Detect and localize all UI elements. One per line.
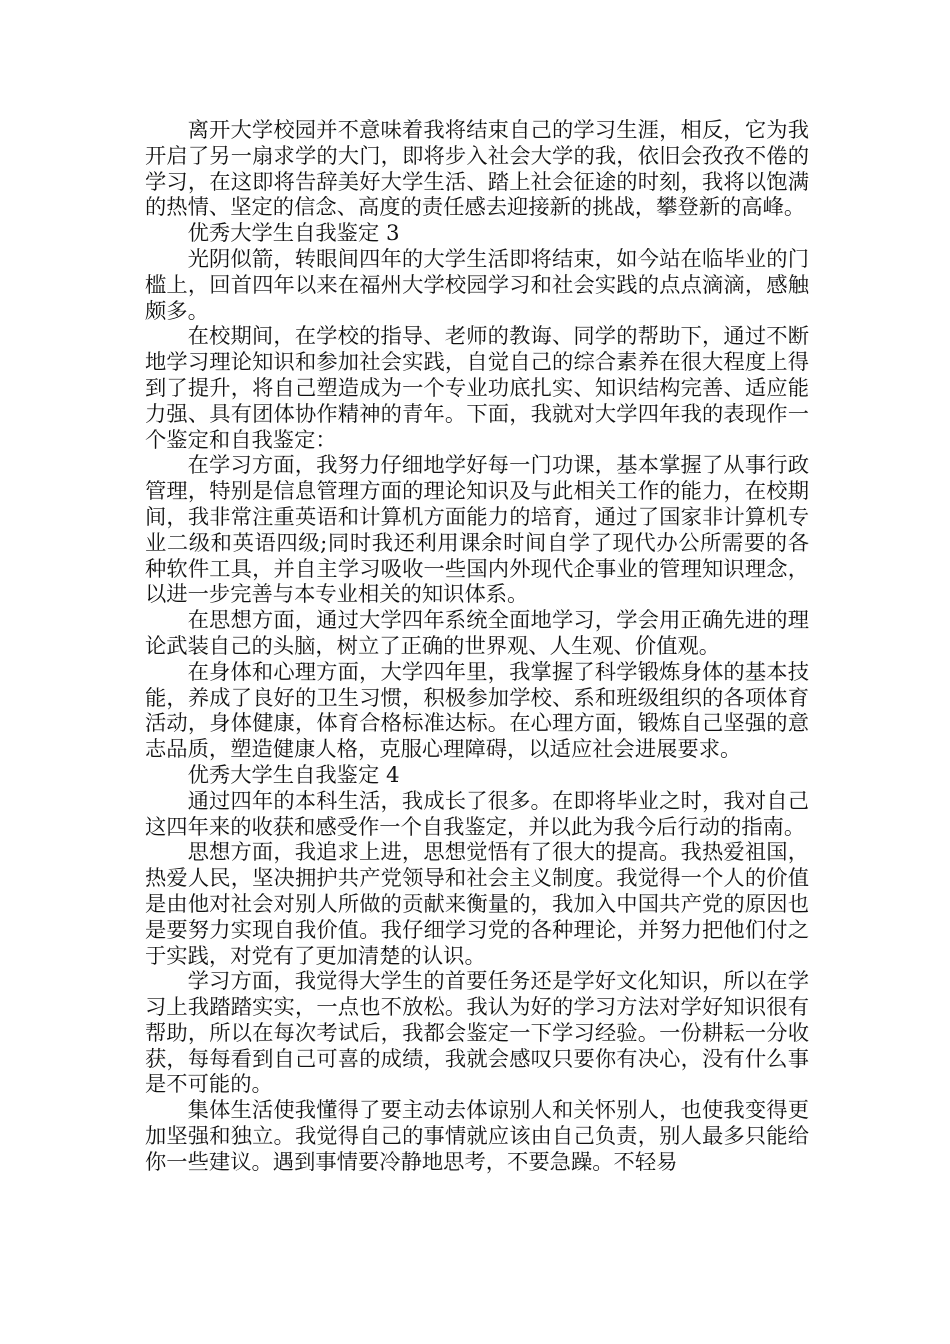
paragraph: 离开大学校园并不意味着我将结束自己的学习生涯，相反，它为我开启了另一扇求学的大门，即将步入社会大学的我，依旧会孜孜不倦的学习，在这即将告辞美好大学生活、踏上社会征途的时刻，我将以饱满的热情、坚定的信念、高度的责任感去迎接新的挑战，攀登新的高峰。	[145, 118, 809, 221]
paragraph: 光阴似箭，转眼间四年的大学生活即将结束，如今站在临毕业的门槛上，回首四年以来在福州大学校园学习和社会实践的点点滴滴，感触颇多。	[145, 246, 809, 324]
paragraph: 在学习方面，我努力仔细地学好每一门功课，基本掌握了从事行政管理，特别是信息管理方面的理论知识及与此相关工作的能力，在校期间，我非常注重英语和计算机方面能力的培育，通过了国家非计算机专业二级和英语四级;同时我还利用课余时间自学了现代办公所需要的各种软件工具，并自主学习吸收一些国内外现代企事业的管理知识理念，以进一步完善与本专业相关的知识体系。	[145, 453, 809, 608]
paragraph: 在校期间，在学校的指导、老师的教诲、同学的帮助下，通过不断地学习理论知识和参加社会实践，自觉自己的综合素养在很大程度上得到了提升，将自己塑造成为一个专业功底扎实、知识结构完善、适应能力强、具有团体协作精神的青年。下面，我就对大学四年我的表现作一个鉴定和自我鉴定：	[145, 324, 809, 453]
paragraph: 集体生活使我懂得了要主动去体谅别人和关怀别人，也使我变得更加坚强和独立。我觉得自己的事情就应该由自己负责，别人最多只能给你一些建议。遇到事情要冷静地思考，不要急躁。不轻易	[145, 1098, 809, 1175]
paragraph: 通过四年的本科生活，我成长了很多。在即将毕业之时，我对自己这四年来的收获和感受作一个自我鉴定，并以此为我今后行动的指南。	[145, 788, 809, 840]
paragraph: 在身体和心理方面，大学四年里，我掌握了科学锻炼身体的基本技能，养成了良好的卫生习惯，积极参加学校、系和班级组织的各项体育活动，身体健康，体育合格标准达标。在心理方面，锻炼自己坚强的意志品质，塑造健康人格，克服心理障碍，以适应社会进展要求。	[145, 659, 809, 763]
document-body	[145, 118, 809, 1176]
paragraph: 在思想方面，通过大学四年系统全面地学习，学会用正确先进的理论武装自己的头脑，树立了正确的世界观、人生观、价值观。	[145, 608, 809, 659]
paragraph: 思想方面，我追求上进，思想觉悟有了很大的提高。我热爱祖国，热爱人民，坚决拥护共产党领导和社会主义制度。我觉得一个人的价值是由他对社会对别人所做的贡献来衡量的，我加入中国共产党的原因也是要努力实现自我价值。我仔细学习党的各种理论，并努力把他们付之于实践，对党有了更加清楚的认识。	[145, 840, 809, 969]
paragraph: 学习方面，我觉得大学生的首要任务还是学好文化知识，所以在学习上我踏踏实实，一点也不放松。我认为好的学习方法对学好知识很有帮助，所以在每次考试后，我都会鉴定一下学习经验。一份耕耘一分收获，每每看到自己可喜的成绩，我就会感叹只要你有决心，没有什么事是不可能的。	[145, 969, 809, 1098]
section-heading: 优秀大学生自我鉴定 4	[187, 762, 400, 788]
section-heading: 优秀大学生自我鉴定 3	[187, 221, 400, 247]
